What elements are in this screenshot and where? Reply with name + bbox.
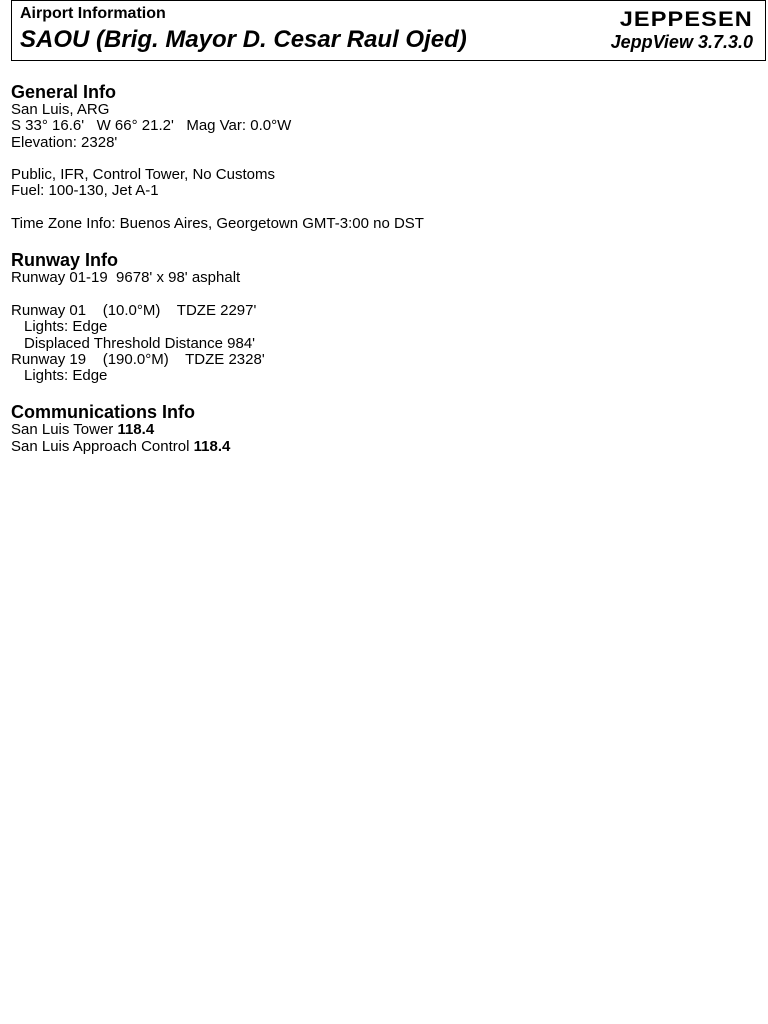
location-text: San Luis, ARG [11,101,110,118]
section-title-general: General Info [11,82,117,102]
tower-row [11,422,751,438]
communications-info-section [11,402,751,455]
airport-title: SAOU (Brig. Mayor D. Cesar Raul Ojed) [20,26,467,53]
coordinates-text: S 33° 16.6' W 66° 21.2' Mag Var: 0.0°W [11,117,292,135]
runway-01-displaced-text: Displaced Threshold Distance 984' [24,334,256,352]
runway-summary-text: Runway 01-19 9678' x 98' asphalt [11,269,241,287]
fuel-text: Fuel: 100-130, Jet A-1 [11,182,159,200]
runway-19-text: Runway 19 (190.0°M) TDZE 2328' [11,350,265,368]
timezone-text: Time Zone Info: Buenos Aires, Georgetown GMT-3:00 no DST [11,215,424,233]
section-title-comms: Communications Info [11,402,195,423]
header-label: Airport Information [20,5,166,22]
airport-type-text: Public, IFR, Control Tower, No Customs [11,166,275,184]
runway-01-lights-text: Lights: Edge [24,318,108,336]
tower-frequency: 118.4 [117,421,155,439]
section-title-runway: Runway Info [11,250,118,271]
general-info-section [11,82,751,232]
approach-label: San Luis Approach Control [11,437,194,455]
runway-info-section [11,250,751,384]
tower-label: San Luis Tower [11,421,118,439]
elevation-text: Elevation: 2328' [11,133,118,151]
jeppesen-logo: JEPPESEN [619,8,753,31]
document-body [11,82,751,455]
runway-19-lights-text: Lights: Edge [24,367,108,385]
app-version: JeppView 3.7.3.0 [610,32,753,52]
document-header [11,0,766,61]
runway-01-text: Runway 01 (10.0°M) TDZE 2297' [11,301,257,319]
approach-row [11,439,751,455]
approach-frequency: 118.4 [193,437,231,455]
